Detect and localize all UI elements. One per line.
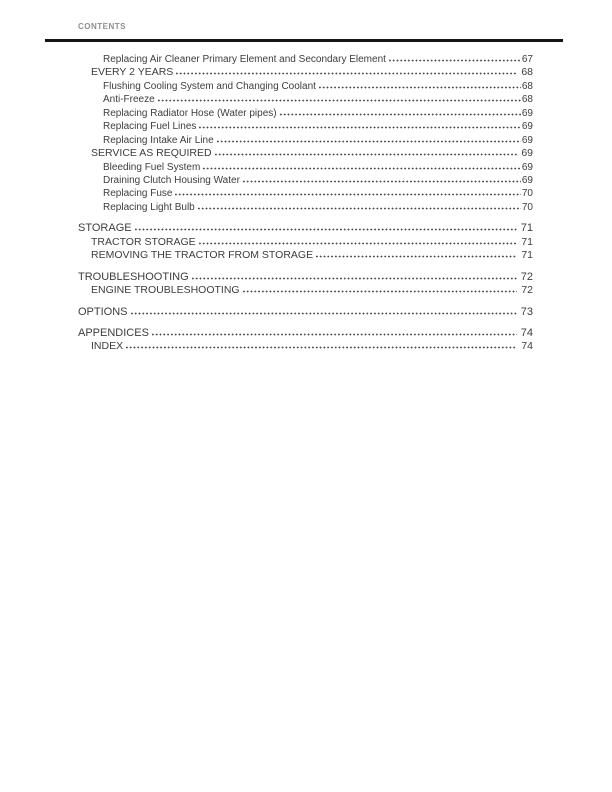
dot-leader xyxy=(279,113,521,116)
dot-leader xyxy=(216,140,521,143)
toc-entry-title: APPENDICES xyxy=(78,326,149,339)
toc-entry-page: 67 xyxy=(521,54,533,65)
toc-entry-page: 69 xyxy=(521,134,533,146)
toc-entry-page: 69 xyxy=(521,161,533,173)
dot-leader xyxy=(388,59,521,62)
toc-entry[interactable] xyxy=(78,161,533,174)
toc-entry-title: Bleeding Fuel System xyxy=(103,161,201,173)
toc-entry[interactable] xyxy=(78,221,533,235)
toc-entry-title: ENGINE TROUBLESHOOTING xyxy=(91,284,240,297)
dot-leader xyxy=(174,193,520,196)
toc-entry[interactable] xyxy=(78,174,533,187)
toc-entry-page: 71 xyxy=(520,222,533,235)
toc-entry-title: Replacing Air Cleaner Primary Element and Secondary Element xyxy=(103,54,386,65)
dot-leader xyxy=(191,277,517,280)
dot-leader xyxy=(198,242,518,245)
toc-entry-title: EVERY 2 YEARS xyxy=(91,66,174,79)
toc-entry-title: INDEX xyxy=(91,340,124,353)
toc-entry-page: 68 xyxy=(521,94,533,106)
dot-leader xyxy=(242,180,521,183)
toc-entry[interactable] xyxy=(78,53,533,66)
toc-entry-page: 70 xyxy=(521,188,533,200)
dot-leader xyxy=(318,86,521,89)
toc-entry[interactable] xyxy=(78,249,533,263)
toc-entry[interactable] xyxy=(78,66,533,80)
toc-entry-title: Flushing Cooling System and Changing Coolant xyxy=(103,81,316,92)
toc-entry-page: 74 xyxy=(520,326,533,339)
toc-entry-title: Replacing Fuel Lines xyxy=(103,121,197,133)
dot-leader xyxy=(151,333,517,336)
toc-entry[interactable] xyxy=(78,305,533,319)
running-header: CONTENTS xyxy=(78,22,126,31)
dot-leader xyxy=(242,290,518,293)
dot-leader xyxy=(134,228,517,231)
toc-entry[interactable] xyxy=(78,80,533,93)
toc-entry-title: Draining Clutch Housing Water xyxy=(103,175,240,187)
toc-entry-page: 69 xyxy=(521,147,533,160)
dot-leader xyxy=(157,99,521,102)
dot-leader xyxy=(125,346,517,349)
toc-entry-page: 72 xyxy=(520,270,533,283)
toc-entry-page: 74 xyxy=(521,340,533,353)
dot-leader xyxy=(202,167,521,170)
toc-entry-page: 71 xyxy=(521,249,533,262)
dot-leader xyxy=(315,255,517,258)
toc-entry[interactable] xyxy=(78,236,533,250)
toc-entry-page: 70 xyxy=(521,201,533,213)
dot-leader xyxy=(130,312,517,315)
toc-entry-title: Replacing Fuse xyxy=(103,188,173,200)
toc-entry[interactable] xyxy=(78,340,533,354)
toc-entry[interactable] xyxy=(78,201,533,214)
toc-entry[interactable] xyxy=(78,120,533,133)
toc-entry-title: Replacing Light Bulb xyxy=(103,201,195,213)
toc-entry-title: TROUBLESHOOTING xyxy=(78,270,189,283)
dot-leader xyxy=(198,126,520,129)
dot-leader xyxy=(175,72,517,75)
toc-entry[interactable] xyxy=(78,134,533,147)
toc-entry[interactable] xyxy=(78,107,533,120)
toc-entry[interactable] xyxy=(78,270,533,284)
toc-entry-title: REMOVING THE TRACTOR FROM STORAGE xyxy=(91,249,314,262)
toc-entry-title: Replacing Radiator Hose (Water pipes) xyxy=(103,107,277,119)
header-rule xyxy=(45,39,563,42)
toc-entry-title: Replacing Intake Air Line xyxy=(103,134,214,146)
toc-entry-page: 69 xyxy=(521,175,533,187)
toc-entry[interactable] xyxy=(78,147,533,161)
dot-leader xyxy=(214,153,518,156)
toc-entry-page: 71 xyxy=(521,235,533,248)
toc-entry[interactable] xyxy=(78,326,533,340)
toc-entry-page: 68 xyxy=(521,81,533,92)
table-of-contents xyxy=(78,53,533,354)
toc-entry-title: STORAGE xyxy=(78,222,132,235)
toc-entry-page: 73 xyxy=(520,305,533,318)
toc-entry[interactable] xyxy=(78,93,533,106)
toc-entry-title: OPTIONS xyxy=(78,305,128,318)
toc-entry-page: 72 xyxy=(521,284,533,297)
toc-entry-title: TRACTOR STORAGE xyxy=(91,235,196,248)
toc-entry-page: 69 xyxy=(521,121,533,133)
toc-entry-page: 68 xyxy=(521,66,533,79)
toc-entry[interactable] xyxy=(78,284,533,298)
toc-entry[interactable] xyxy=(78,187,533,200)
dot-leader xyxy=(197,207,521,210)
toc-entry-title: Anti-Freeze xyxy=(103,94,155,106)
toc-entry-title: SERVICE AS REQUIRED xyxy=(91,147,212,160)
toc-entry-page: 69 xyxy=(521,107,533,119)
